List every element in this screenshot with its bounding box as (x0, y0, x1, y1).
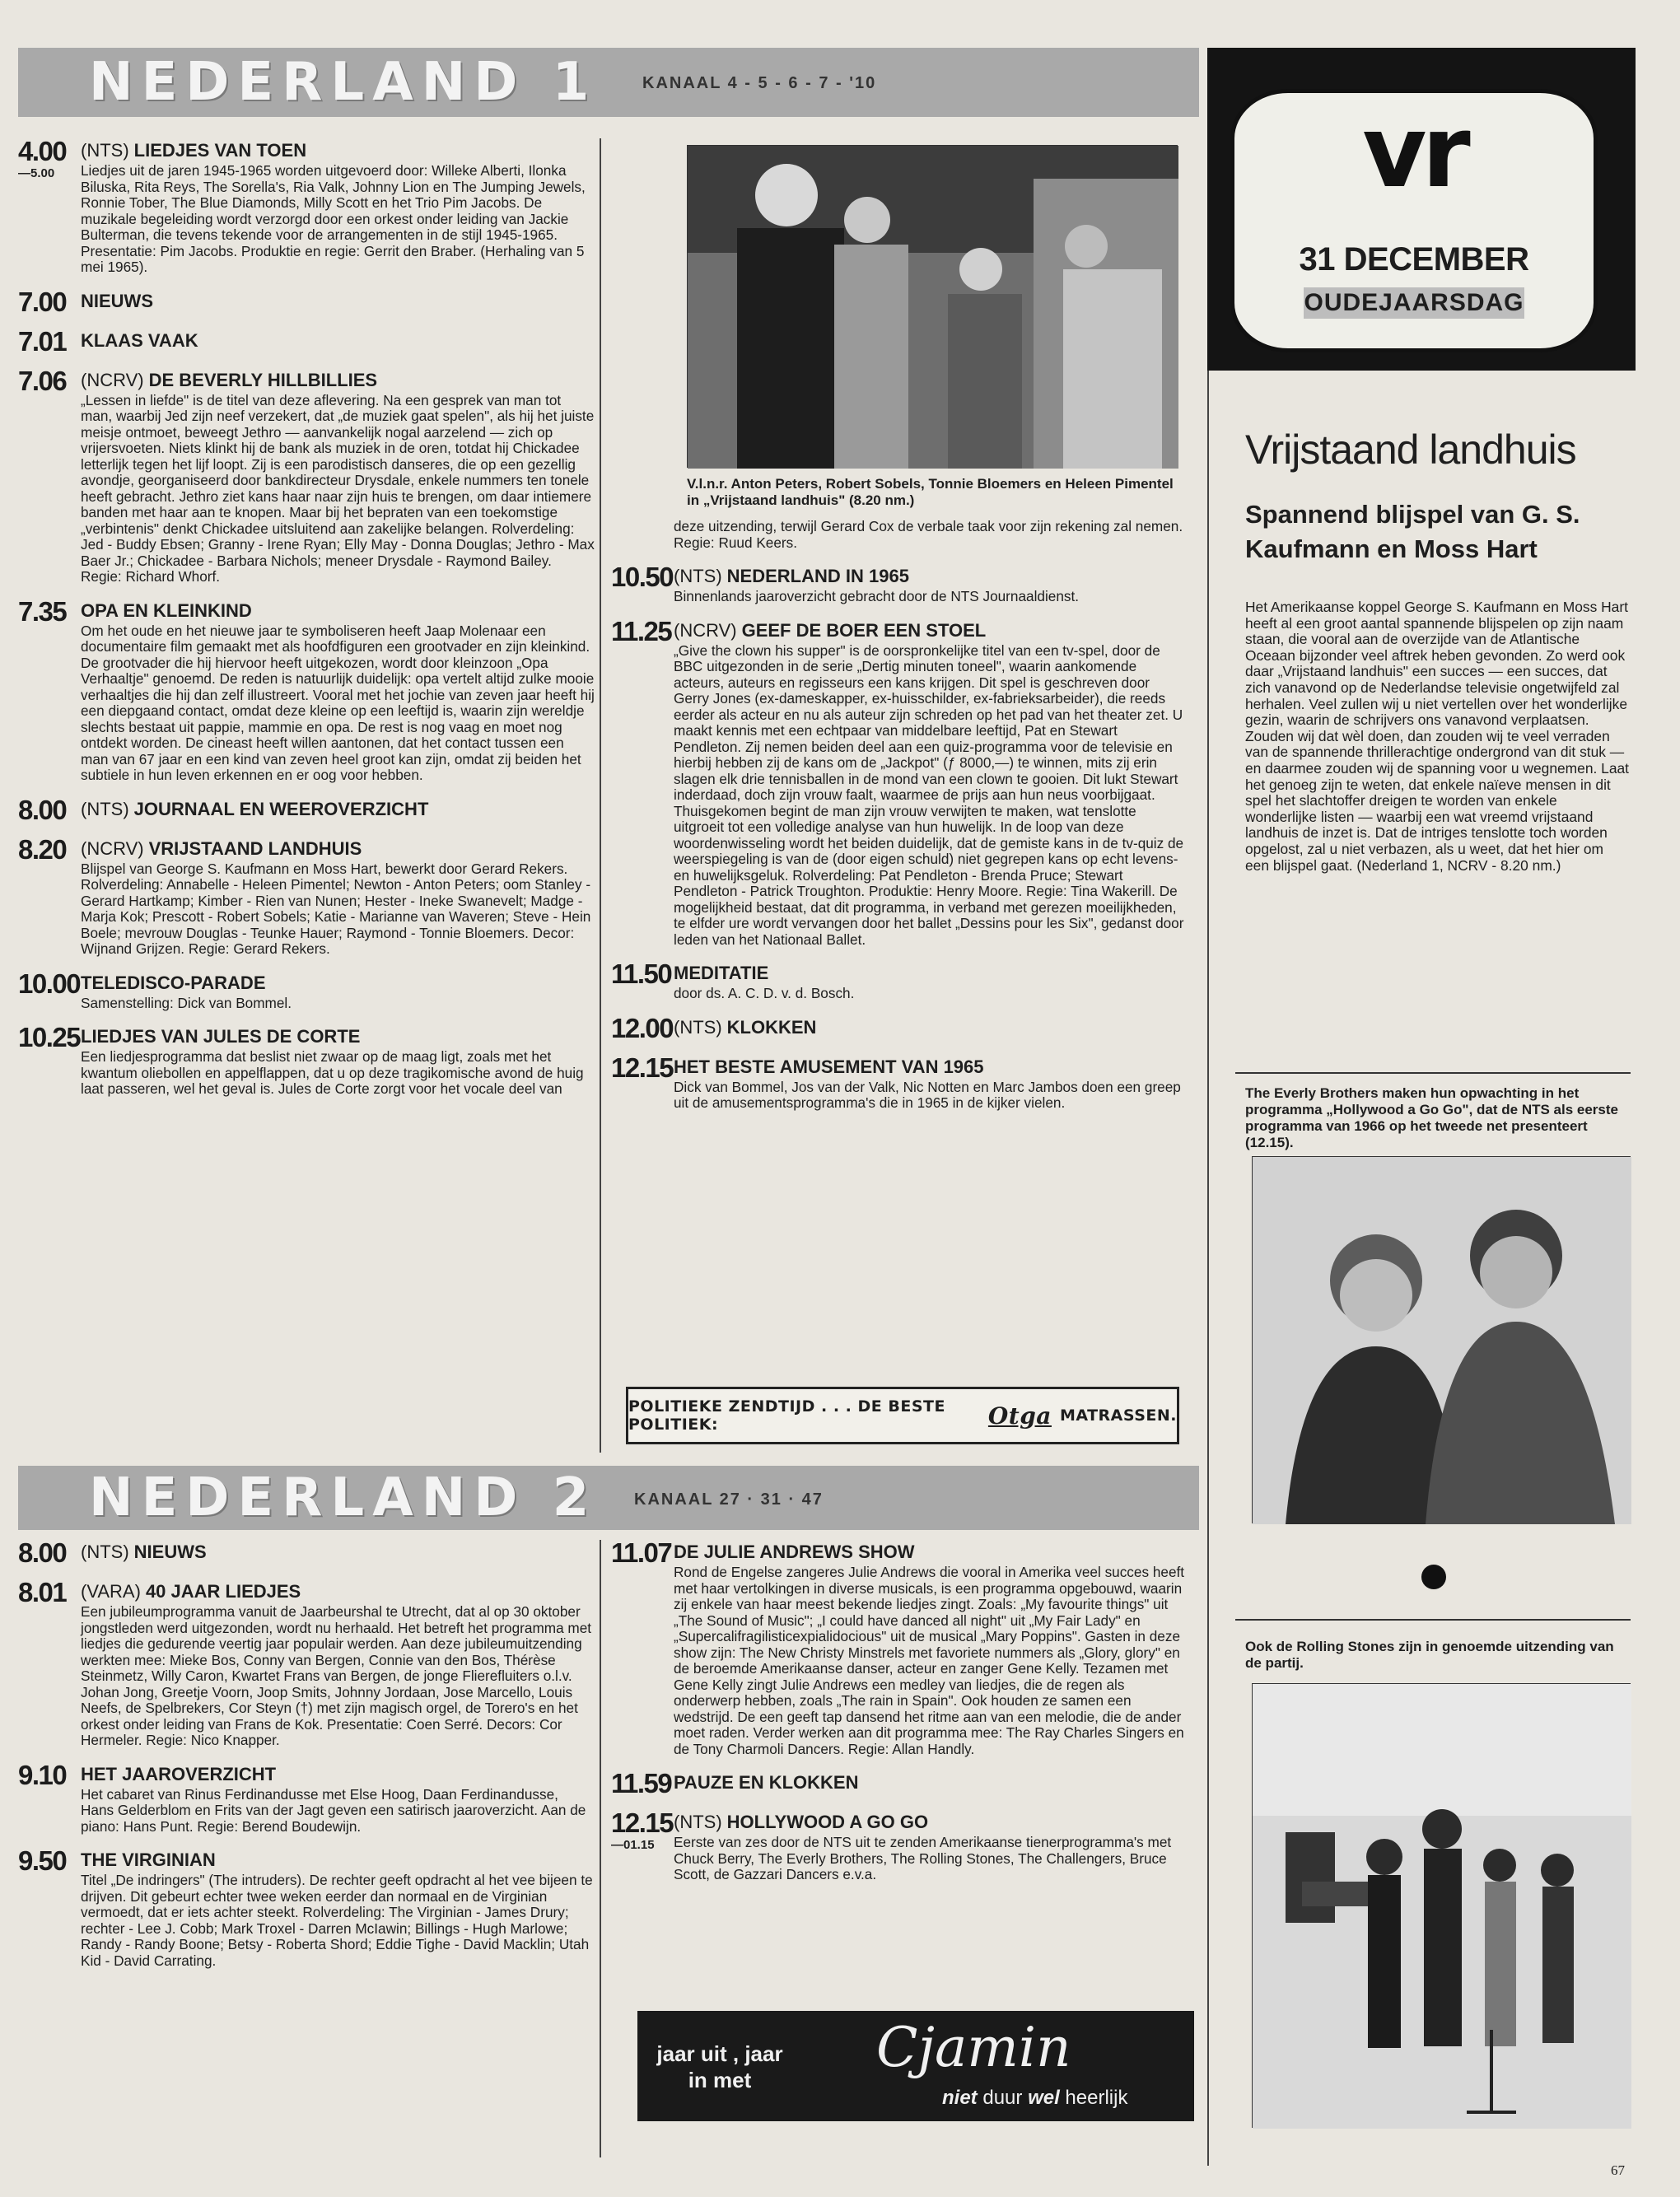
program-time: 9.10 (18, 1759, 67, 1790)
program-heading (674, 1057, 1188, 1078)
program-heading (81, 291, 595, 312)
program-title: HET BESTE AMUSEMENT VAN 1965 (674, 1056, 984, 1077)
time-block (611, 961, 674, 1002)
program-heading (81, 600, 595, 622)
program-time: 7.06 (18, 365, 67, 396)
program-body (81, 1848, 595, 1969)
program-description: Dick van Bommel, Jos van der Valk, Nic Notten en Marc Jambos doen een greep uit de amusementsprogramma's die in 1965 in de kijker vielen. (674, 1078, 1181, 1111)
program-heading (674, 963, 1188, 984)
program-title: 40 JAAR LIEDJES (145, 1581, 301, 1602)
cjamin-advertisement (637, 2011, 1194, 2121)
program-title: JOURNAAL EN WEEROVERZICHT (133, 798, 429, 819)
broadcaster: (NTS) (674, 1016, 722, 1038)
program-time: 4.00 (18, 136, 67, 166)
program-title: MEDITATIE (674, 963, 769, 983)
program-entry (18, 365, 595, 585)
time-block (18, 794, 81, 825)
channel-kanaal: KANAAL 27 · 31 · 47 (634, 1490, 824, 1509)
page-number: 67 (1611, 2162, 1625, 2178)
program-time: 11.25 (611, 615, 672, 646)
time-block (18, 1759, 81, 1835)
program-title: NEDERLAND IN 1965 (726, 566, 909, 586)
feature-subtitle: Spannend blijspel van G. S. Kaufmann en Moss Hart (1245, 500, 1580, 563)
stones-caption: Ook de Rolling Stones zijn in genoemde uitzending van de partij. (1245, 1639, 1614, 1671)
program-heading (81, 1542, 595, 1563)
time-block (611, 1810, 674, 1883)
broadcaster: (VARA) (81, 1581, 141, 1602)
broadcaster: (NCRV) (81, 369, 144, 390)
rule (1235, 1619, 1631, 1621)
time-block (611, 1770, 674, 1797)
program-heading (81, 1026, 595, 1047)
time-block (18, 138, 81, 276)
nederland-2-banner (18, 1466, 1199, 1530)
program-time: 10.00 (18, 968, 81, 999)
ad-tail: MATRASSEN. (1059, 1406, 1177, 1425)
program-time: 8.20 (18, 833, 67, 865)
time-block (18, 1024, 81, 1098)
photo-illustration (1253, 1684, 1631, 2129)
program-entry (18, 595, 595, 784)
program-title: GEEF DE BOER EEN STOEL (741, 619, 987, 641)
program-description: Eerste van zes door de NTS uit te zenden Amerikaanse tienerprogramma's met Chuck Berry, The Everly Brothers, The Rolling Stones, The Challengers, Bruce Scott, de Gazzari Dancers e.v.a. (674, 1834, 1172, 1882)
program-body (81, 837, 595, 958)
program-title: HET JAAROVERZICHT (81, 1763, 277, 1784)
program-entry (18, 1759, 595, 1835)
program-title: NIEUWS (81, 290, 153, 311)
column-divider (600, 138, 601, 1453)
photo-illustration (1253, 1157, 1631, 1524)
program-end-time: —01.15 (611, 1838, 655, 1852)
program-entry (611, 1770, 1188, 1797)
program-title: LIEDJES VAN JULES DE CORTE (81, 1026, 361, 1047)
program-time: 11.07 (611, 1537, 672, 1568)
program-heading (674, 1812, 1188, 1833)
program-heading (81, 140, 595, 161)
bullet-dot (1421, 1565, 1446, 1589)
tagline-em: wel (1028, 2087, 1060, 2109)
feature-title: Vrijstaand landhuis (1245, 427, 1576, 473)
program-title: LIEDJES VAN TOEN (133, 140, 307, 161)
vrijstaand-landhuis-photo (687, 145, 1178, 468)
broadcaster: (NCRV) (81, 837, 144, 859)
program-time: 7.01 (18, 325, 67, 357)
time-block (611, 615, 674, 949)
program-title: DE JULIE ANDREWS SHOW (674, 1542, 915, 1562)
program-heading (81, 1581, 595, 1602)
program-description: „Give the clown his supper" is de oorspronkelijke titel van een tv-spel, door de BBC uitgezonden in de serie „Dertig minuten toneel", waarin aankomende acteurs, auteurs en regisseurs een kans krijgen. Dit spel is geschreven door Gerry Jones (ex-dameskapper, ex-huisschilder, ex-fabrieksarbeider), die reeds eerder als acteur en nu als auteur zijn schreden op het pad van het theater zet. U maakt kennis met een echtpaar van middelbare leeftijd, Pat en Stewart Pendleton. Zij nemen beiden deel aan een quiz-programma voor de televisie en hierbij hebben zij de kans om de „Jackpot" (ƒ 8000,—) te winnen, mits zij erin slagen elk drie tennisballen in de mond van een clown te gooien. Dit lukt Stewart inderdaad, doch zijn vrouw faalt, waarmee de prijs aan hun neus voorbijgaat. Thuisgekomen begint de man zijn vrouw verwijten te maken, wat tenslotte uitgroeit tot een volledige analyse van hun huwelijk. In de loop van deze woordenwisseling wordt het beiden duidelijk, dat de gemiste kans in de tv-quiz de weerspiegeling is van de (door eigen schuld) niet gegrepen kans op echt levens- en huwelijksgeluk. Rolverdeling: Pat Pendleton - Brenda Pruce; Stewart Pendleton - Patrick Troughton. Produktie: Henry Moore. Regie: Tina Wakerill. De mogelijkheid bestaat, dat dit programma, in verband met gerezen moeilijkheden, te elfder ure wordt vervangen door het ballet „Dessins pour les Six", gedanst door leden van het Nationaal Ballet. (674, 641, 1184, 948)
time-block (611, 1052, 674, 1112)
program-time: 8.01 (18, 1577, 67, 1607)
tagline-post: heerlijk (1065, 2087, 1128, 2109)
ad-left-text: jaar uit , jaar in met (656, 2041, 783, 2092)
date-label: 31 DECEMBER (1299, 241, 1529, 278)
program-time: 11.50 (611, 959, 672, 989)
program-heading (81, 799, 595, 820)
program-body (674, 1540, 1188, 1757)
time-block (18, 1579, 81, 1749)
nederland-2-left-column (18, 1537, 595, 1982)
program-time: 9.50 (18, 1845, 67, 1876)
nederland-1-mid-column (611, 517, 1188, 1125)
program-description: Een liedjesprogramma dat beslist niet zwaar op de maag ligt, zoals met het kwantum oliebollen en appelflappen, dat u op deze tragikomische avond de huig laat passeren, wel het geval is. Jules de Corte zorgt voor het vocale deel van (81, 1048, 584, 1097)
program-description: Rond de Engelse zangeres Julie Andrews die vooral in Amerika veel succes heeft met haar vertolkingen in diverse musicals, is een programma opgebouwd, waarin zij enkele van haar meest bekende liedjes zingt. Zoals: „My favourite things" uit „The Sound of Music"; „I could have danced all night" uit „My Fair Lady" en „Supercalifragilisticexpialidocious" uit de musical „Mary Poppins". Gasten in deze show zijn: The New Christy Minstrels met favoriete nummers als „Glory, glory" en de beroemde Amerikaanse danser, acteur en zanger Gene Kelly. Tezamen met Gene Kelly zingt Julie Andrews een medley van liedjes, die de regen als onderwerp hebben, zoals „The rain in Spain". Ook houden ze samen een wedstrijd. De een geeft tap dansend het ritme aan van een melodie, die de ander moet raden. Verder werken aan dit programma mee: The Ray Charles Singers en de Tony Charmoli Dancers. Regie: Allan Handly. (674, 1564, 1185, 1757)
program-body (81, 599, 595, 784)
program-title: NIEUWS (133, 1542, 207, 1562)
program-description: Liedjes uit de jaren 1945-1965 worden uitgevoerd door: Willeke Alberti, Ilonka Biluska, Rita Reys, The Sorella's, Ria Valk, Johnny Lion en The Jumping Jewels, Ronnie Tober, The Blue Diamonds, Milly Scott en het Trio Pim Jacobs. De muzikale begeleiding wordt verzorgd door een orkest onder leiding van Jackie Bulterman, die tevens tekende voor de arrangementen in de stijl 1945-1965. Presentatie: Pim Jacobs. Produktie en regie: Gerrit den Braber. (Herhaling van 5 mei 1965). (81, 162, 586, 275)
program-body (81, 797, 595, 823)
time-block (18, 1537, 81, 1568)
program-heading (674, 566, 1188, 587)
program-time: 12.15 (611, 1808, 674, 1838)
time-block (18, 325, 81, 357)
program-description: Blijspel van George S. Kaufmann en Moss Hart, bewerkt door Gerard Rekers. Rolverdeling: Annabelle - Heleen Pimentel; Newton - Anton Peters; oom Stanley - Gerard Hartkamp; Kimber - Rien van Nunen; Hester - Ineke Swanevelt; Madge - Marja Kok; Prescott - Robert Sobels; Katie - Marianne van Waveren; Steve - Hein Boele; mevrouw Douglas - Teunke Hauer; Raymond - Tonnie Bloemers. Decor: Wijnand Grijzen. Regie: Gerard Rekers. (81, 860, 591, 957)
program-title: PAUZE EN KLOKKEN (674, 1772, 859, 1793)
tagline-pre: niet (942, 2087, 978, 2109)
broadcaster: (NTS) (81, 1542, 129, 1562)
time-block (18, 833, 81, 958)
nederland-1-mid-programs (611, 564, 1188, 1112)
time-block (18, 595, 81, 784)
otga-advertisement (626, 1387, 1179, 1444)
program-body (81, 971, 595, 1012)
ad-text: POLITIEKE ZENDTIJD . . . DE BESTE POLITIEK: (628, 1397, 945, 1434)
program-body (674, 1015, 1188, 1042)
program-entry (611, 961, 1188, 1002)
program-description: Samenstelling: Dick van Bommel. (81, 994, 292, 1011)
program-title: HOLLYWOOD A GO GO (726, 1812, 929, 1832)
broadcaster: (NTS) (674, 566, 722, 586)
column-divider (600, 1540, 601, 2157)
tagline-mid: duur (982, 2087, 1023, 2109)
program-entry (18, 1537, 595, 1568)
ad-brand: Cjamin (876, 2016, 1071, 2079)
program-time: 8.00 (18, 1537, 67, 1568)
program-heading (81, 1764, 595, 1785)
rolling-stones-photo (1252, 1683, 1631, 2128)
photo-caption: V.l.n.r. Anton Peters, Robert Sobels, Tonnie Bloemers en Heleen Pimentel in „Vrijstaand landhuis" (8.20 nm.) (687, 476, 1174, 508)
program-description: door ds. A. C. D. v. d. Bosch. (674, 985, 855, 1001)
program-entry (611, 615, 1188, 949)
program-body (674, 564, 1188, 605)
program-body (81, 1762, 595, 1835)
time-block (18, 286, 81, 317)
program-heading (81, 838, 595, 860)
program-time: 12.15 (611, 1052, 674, 1083)
program-title: OPA EN KLEINKIND (81, 599, 252, 621)
nederland-2-mid-column (611, 1537, 1188, 1896)
program-heading (81, 973, 595, 994)
time-block (18, 968, 81, 1012)
broadcaster: (NCRV) (674, 619, 737, 641)
program-body (81, 1579, 595, 1749)
rule (1235, 1072, 1631, 1074)
program-heading (674, 1017, 1188, 1038)
right-column-rule (1207, 371, 1209, 2166)
time-block (611, 564, 674, 605)
program-entry (18, 286, 595, 317)
broadcaster: (NTS) (81, 140, 129, 161)
program-time: 7.35 (18, 595, 67, 627)
program-entry (611, 1052, 1188, 1112)
program-title: VRIJSTAAND LANDHUIS (148, 837, 362, 859)
broadcaster: (NTS) (674, 1812, 722, 1832)
continuation-text: deze uitzending, terwijl Gerard Cox de verbale taak voor zijn rekening zal nemen. Regie: Ruud Keers. (674, 518, 1183, 551)
program-entry (18, 794, 595, 825)
program-time: 11.59 (611, 1768, 672, 1798)
time-block (18, 1845, 81, 1969)
program-body (81, 329, 595, 355)
feature-body: Het Amerikaanse koppel George S. Kaufmann en Moss Hart heeft al een groot aantal spannende blijspelen op zijn naam staan, die vooral aan de overzijde van de Atlantische Oceaan bijzonder veel aftrek heben gevonden. Zo werd ook daar „Vrijstaand landhuis" een succes — een succes, dat zich vanavond op de Nederlandse televisie ongetwijfeld zal herhalen. Veel zullen wij u niet vertellen over het wonderlijke gezin, waarin de schrijvers ons vanavond verplaatsen. Zouden wij dat wèl doen, dan zouden wij te veel verraden van de spannende thrillerachtige ondergrond van dit stuk — en daarmee zouden wij de spanning voor u wegnemen. Laat het genoeg zijn te weten, dat enkele naïeve mensen in dit spel het slachtoffer dreigen te worden van enkele wonderlijke listen — waarbij een wat vreemd vrijstaand landhuis de inzet is. Dat de intriges tenslotte toch worden opgelost, zal u niet verbazen, als u weet, dat het hier om een blijspel gaat. (Nederland 1, NCRV - 8.20 nm.) (1245, 599, 1629, 874)
day-label: OUDEJAARSDAG (1304, 287, 1524, 319)
program-entry (18, 1024, 595, 1098)
program-body (81, 138, 595, 276)
channel-title: NEDERLAND 2 (89, 1467, 598, 1528)
program-body (674, 961, 1188, 1002)
program-time: 10.25 (18, 1022, 81, 1052)
program-time: 12.00 (611, 1012, 674, 1043)
program-description: Het cabaret van Rinus Ferdinandusse met Else Hoog, Daan Ferdinandusse, Hans Gelderblom en Frits van der Jagt geven een satirisch jaaroverzicht. Aan de piano: Hans Punt. Regie: Berend Boudewijn. (81, 1785, 586, 1835)
program-description: Een jubileumprogramma vanuit de Jaarbeurshal te Utrecht, dat al op 30 oktober jongstleden werd uitgezonden, wordt nu herhaald. Het betreft het programma met liedjes die gedurende veertig jaar populair werden. Aan deze jubileumuitzending werkten mee: Mieke Bos, Conny van Bergen, Connie van den Bos, Thérèse Steinmetz, Willy Caron, Kwartet Frans van Bergen, de jonge Flierefluiters o.l.v. Johan Jong, Greetje Voorn, Joop Smits, Johnny Jordaan, Jose Marcello, Louis Neefs, de Spelbrekers, Cor Steyn (†) met zijn magisch orgel, de Torero's en het orkest onder leiding van Frans de Kok. Presentatie: Coen Serré. Decors: Cor Hermeler. Regie: Nico Knapper. (81, 1603, 592, 1748)
program-heading (81, 1849, 595, 1871)
program-heading (674, 620, 1188, 641)
program-body (674, 618, 1188, 949)
program-title: TELEDISCO-PARADE (81, 972, 266, 993)
program-heading (81, 370, 595, 391)
time-block (611, 1537, 674, 1757)
program-description: Titel „De indringers" (The intruders). De rechter geeft opdracht al het vee bijeen te drijven. Dit gebeurt echter twee weken eerder dan normaal en de Virginian vermoedt, dat er iets achter steekt. Rolverdeling: The Virginian - James Drury; rechter - Lee J. Cobb; Mark Troxel - Darren McIawin; Billings - Hugh Marlowe; Randy - Randy Boone; Betsy - Roberta Shord; Eddie Tighe - David Macklin; Utah Kid - David Carrating. (81, 1872, 593, 1969)
program-entry (611, 1810, 1188, 1883)
program-body (81, 289, 595, 315)
program-body (81, 1024, 595, 1098)
channel-kanaal: KANAAL 4 - 5 - 6 - 7 - '10 (642, 74, 877, 92)
broadcaster: (NTS) (81, 798, 129, 819)
ad-tagline (942, 2087, 1127, 2110)
continuation (611, 517, 1188, 551)
time-block (18, 365, 81, 585)
program-end-time: —5.00 (18, 166, 55, 180)
channel-title: NEDERLAND 1 (89, 52, 598, 113)
program-body (81, 1540, 595, 1566)
program-entry (18, 968, 595, 1012)
program-title: THE VIRGINIAN (81, 1849, 216, 1870)
ad-brand: Otga (987, 1402, 1052, 1430)
program-entry (611, 564, 1188, 605)
vr-logo: vr (1362, 96, 1466, 210)
program-heading (81, 330, 595, 352)
program-entry (18, 325, 595, 357)
program-description: „Lessen in liefde" is de titel van deze aflevering. Na een gesprek van man tot man, waarbij Jed zijn neef verzekert, dat „de muziek gaat spelen", als hij het juiste meisje ontmoet, beweegt Jethro — aanvankelijk nogal aarzelend — zich op vrijersvoeten. Niets klinkt hij de bank als muziek in de oren, totdat hij Chickadee letterlijk tegen het lijf loopt. Zij is een parodistisch danseres, die op een gezellig avondje, georganiseerd door bankdirecteur Drysdale, enkele nummers ten tonele heeft gebracht. Jethro ziet kans haar naar zijn huis te brengen, om daar intiemere banden met haar aan te knopen. Maar bij het bepraten van een toekomstige „verbintenis" denkt Chickadee uitsluitend aan zakelijke belangen. Rolverdeling: Jed - Buddy Ebsen; Granny - Irene Ryan; Elly May - Donna Douglas; Jethro - Max Baer Jr.; Chickadee - Barbara Nichols; meneer Drysdale - Raymond Bailey. Regie: Richard Whorf. (81, 391, 595, 585)
program-entry (18, 1579, 595, 1749)
program-heading (674, 1772, 1188, 1794)
program-description: Om het oude en het nieuwe jaar te symboliseren heeft Jaap Molenaar een documentaire film gemaakt met als hoofdfiguren een grootvader en zijn kleinkind. De grootvader die hij hiervoor heeft uitgekozen, wordt door kleinzoon „Opa Verhaaltje" genoemd. De reden is natuurlijk duidelijk: opa vertelt altijd zulke mooie verhaaltjes die hij dan zelf illustreert. Vooral met het jochie van zeven jaar heeft hij een diepgaand contact, omdat deze kleine op een leeftijd is, waarin zijn wereldje slechts bestaat uit pappie, mammie en opa. De rest is nog vaag en moet nog ontdekt worden. De cineast heeft willen aantonen, dat het contact tussen een man van 67 jaar en een kind van zeven heel groot kan zijn, omdat zij beiden het subtiele in hun leven erkennen en er oog voor hebben. (81, 622, 595, 783)
everly-brothers-photo (1252, 1156, 1631, 1523)
nederland-1-left-column (18, 138, 595, 1111)
program-time: 10.50 (611, 562, 674, 592)
program-entry (611, 1537, 1188, 1757)
program-title: KLOKKEN (726, 1016, 817, 1038)
program-time: 7.00 (18, 286, 67, 317)
program-body (674, 1810, 1188, 1883)
program-title: DE BEVERLY HILLBILLIES (148, 369, 378, 390)
program-description: Binnenlands jaaroverzicht gebracht door de NTS Journaaldienst. (674, 588, 1080, 604)
program-entry (18, 1845, 595, 1969)
program-body (81, 368, 595, 585)
program-entry (18, 138, 595, 276)
everly-caption: The Everly Brothers maken hun opwachting in het programma „Hollywood a Go Go", dat de NTS als eerste programma van 1966 op het tweede net presenteert (12.15). (1245, 1085, 1618, 1150)
program-entry (18, 833, 595, 958)
nederland-1-banner (18, 48, 1199, 117)
program-body (674, 1770, 1188, 1797)
program-title: KLAAS VAAK (81, 329, 198, 351)
photo-illustration (688, 146, 1178, 469)
program-heading (674, 1542, 1188, 1563)
program-entry (611, 1012, 1188, 1043)
program-body (674, 1055, 1188, 1112)
time-block (611, 1012, 674, 1043)
tv-screen-logo (1230, 89, 1598, 352)
program-time: 8.00 (18, 794, 67, 825)
